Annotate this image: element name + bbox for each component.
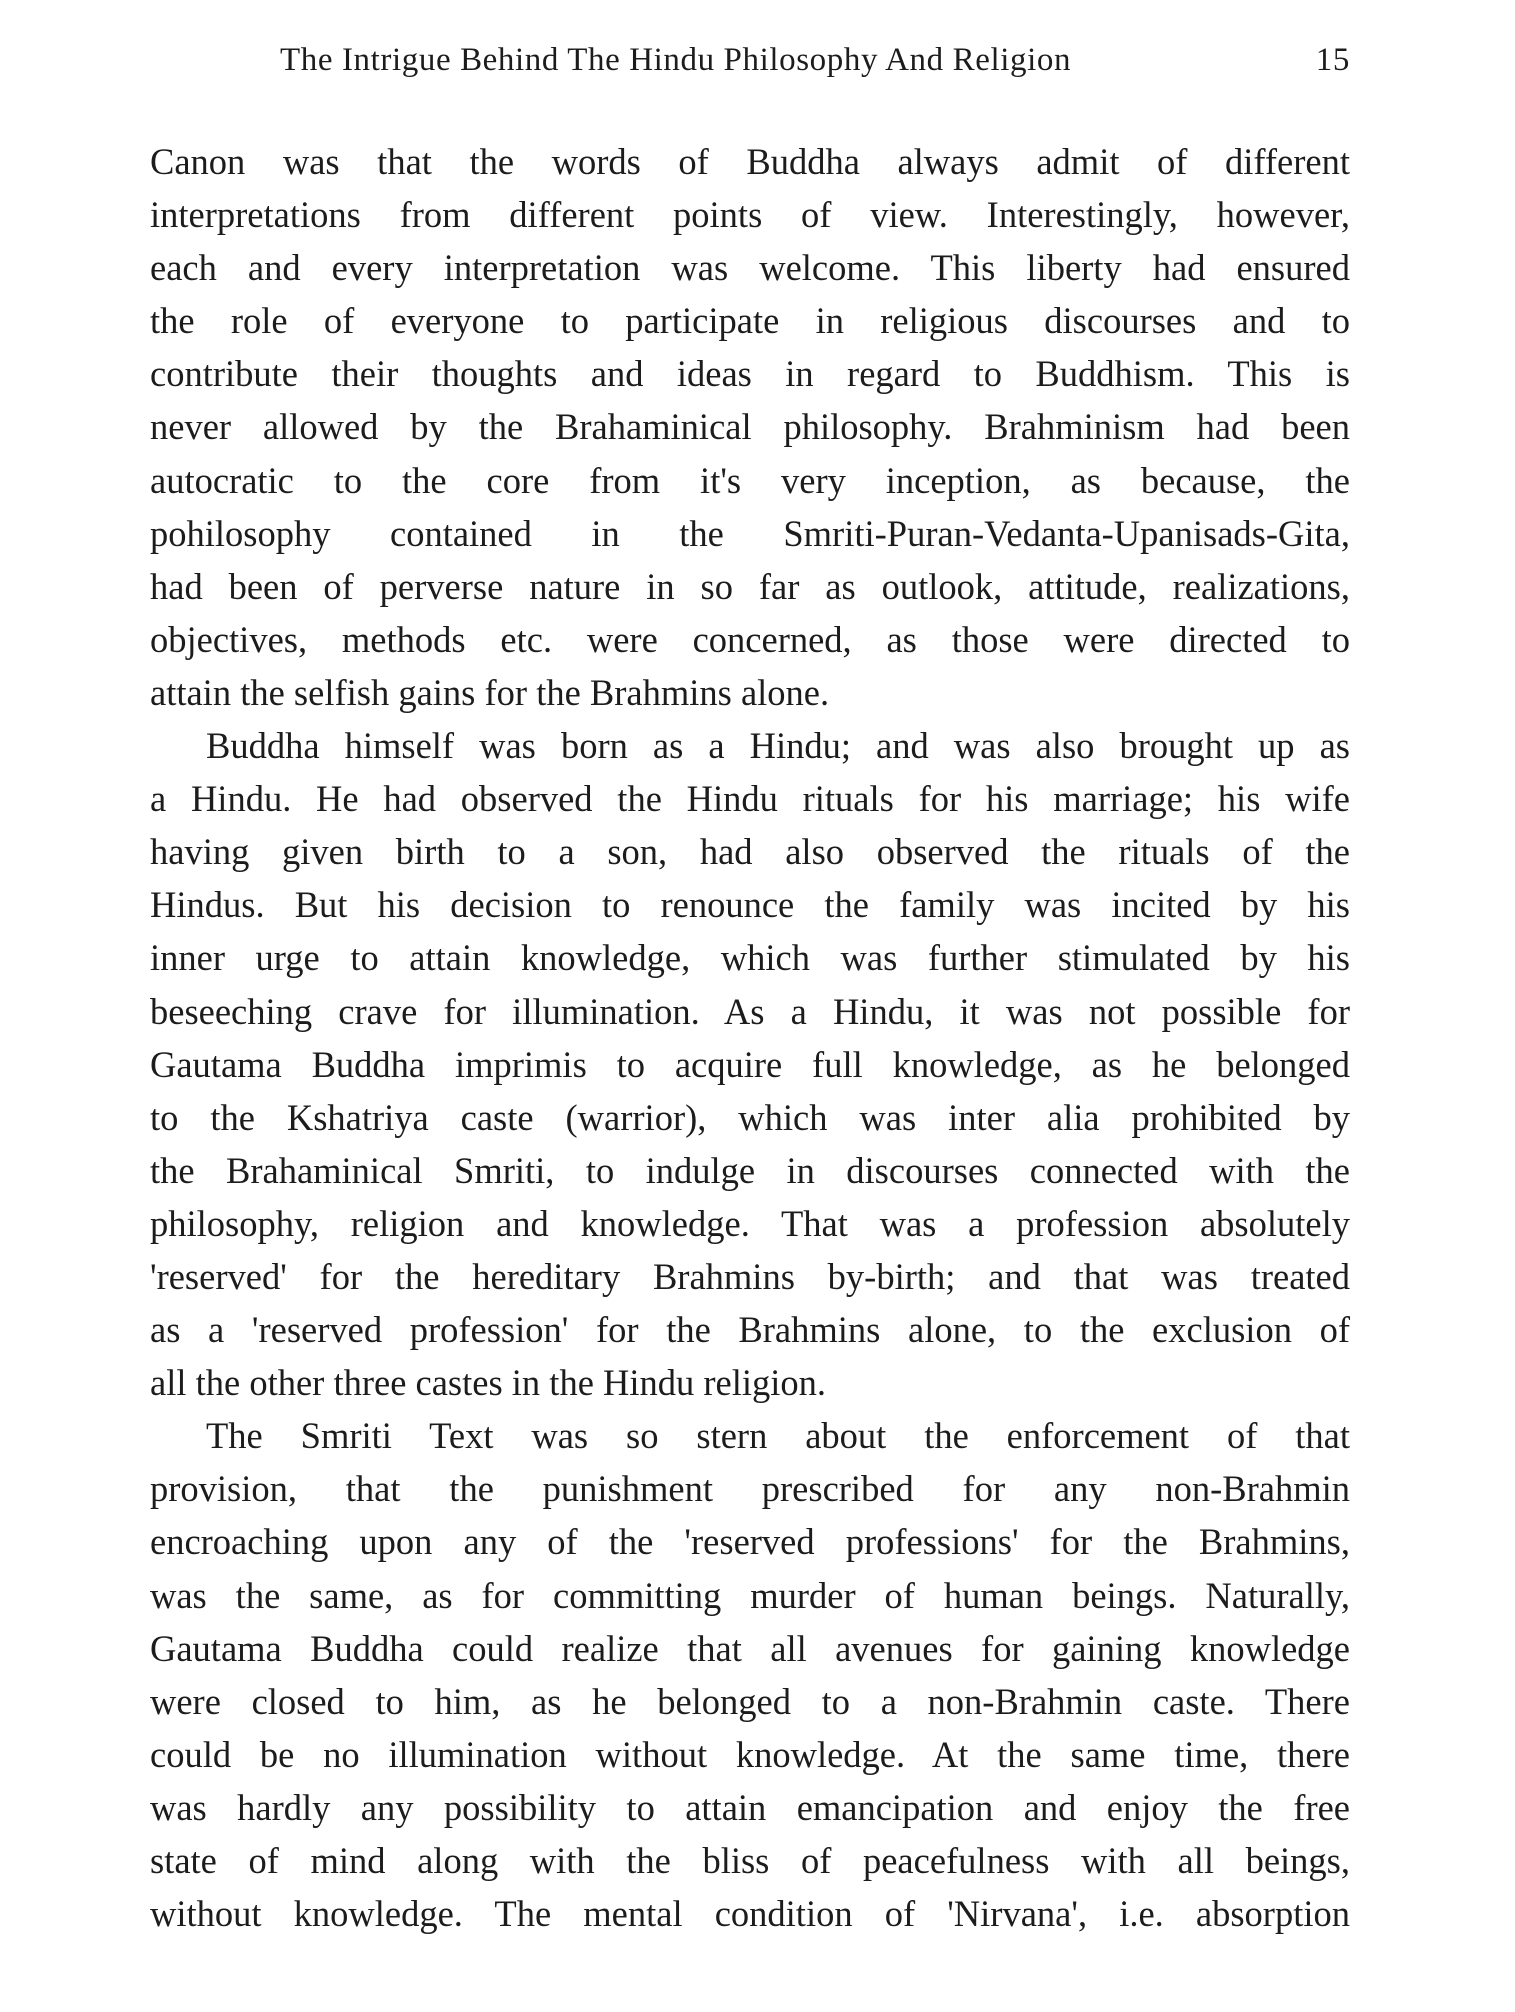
text-line: The Smriti Text was so stern about the enforcement of that [206, 1415, 1350, 1457]
text-line: state of mind along with the bliss of peacefulness with all beings, [150, 1840, 1350, 1881]
text-line: the Brahaminical Smriti, to indulge in discourses connected with the [150, 1149, 1350, 1191]
text-line: philosophy, religion and knowledge. That was a profession absolutely [150, 1202, 1350, 1244]
text-line: each and every interpretation was welcome. This liberty had ensured [150, 247, 1350, 289]
text-line: a Hindu. He had observed the Hindu rituals for his marriage; his wife [150, 778, 1350, 820]
text-line: beseeching crave for illumination. As a Hindu, it was not possible for [150, 990, 1350, 1032]
text-line: as a 'reserved profession' for the Brahmins alone, to the exclusion of [150, 1309, 1350, 1351]
text-line: Buddha himself was born as a Hindu; and was also brought up as [206, 725, 1350, 767]
text-line: had been of perverse nature in so far as outlook, attitude, realizations, [150, 565, 1350, 607]
text-line: Canon was that the words of Buddha always admit of different [150, 141, 1350, 182]
text-line: could be no illumination without knowledge. At the same time, there [150, 1733, 1350, 1775]
text-line: objectives, methods etc. were concerned, as those were directed to [150, 618, 1350, 660]
text-line: all the other three castes in the Hindu religion. [150, 1362, 827, 1404]
text-line: were closed to him, as he belonged to a non-Brahmin caste. There [150, 1680, 1350, 1722]
text-line: inner urge to attain knowledge, which was further stimulated by his [150, 937, 1350, 979]
text-line: was hardly any possibility to attain emancipation and enjoy the free [150, 1786, 1350, 1828]
text-line: was the same, as for committing murder of human beings. Naturally, [150, 1574, 1350, 1616]
text-line: interpretations from different points of view. Interestingly, however, [150, 194, 1350, 236]
text-line: Gautama Buddha could realize that all avenues for gaining knowledge [150, 1627, 1350, 1669]
running-title: The Intrigue Behind The Hindu Philosophy And Religion [280, 42, 1072, 78]
text-line: attain the selfish gains for the Brahmins alone. [150, 671, 830, 713]
text-line: having given birth to a son, had also observed the rituals of the [150, 831, 1350, 873]
page-number: 15 [1315, 42, 1350, 78]
text-line: to the Kshatriya caste (warrior), which was inter alia prohibited by [150, 1096, 1350, 1138]
text-line: without knowledge. The mental condition of 'Nirvana', i.e. absorption [150, 1893, 1350, 1935]
body-text [150, 135, 1350, 1940]
text-line: pohilosophy contained in the Smriti-Puran-Vedanta-Upanisads-Gita, [150, 512, 1350, 554]
text-line: provision, that the punishment prescribed for any non-Brahmin [150, 1468, 1350, 1510]
text-line: encroaching upon any of the 'reserved professions' for the Brahmins, [150, 1521, 1350, 1563]
text-line: contribute their thoughts and ideas in regard to Buddhism. This is [150, 353, 1350, 395]
text-line: Gautama Buddha imprimis to acquire full knowledge, as he belonged [150, 1043, 1350, 1085]
text-line: autocratic to the core from it's very inception, as because, the [150, 459, 1350, 501]
text-line: Hindus. But his decision to renounce the family was incited by his [150, 884, 1350, 926]
text-line: 'reserved' for the hereditary Brahmins by-birth; and that was treated [150, 1255, 1350, 1297]
text-line: the role of everyone to participate in religious discourses and to [150, 300, 1350, 342]
page-header [280, 42, 1350, 92]
text-line: never allowed by the Brahaminical philosophy. Brahminism had been [150, 406, 1350, 448]
